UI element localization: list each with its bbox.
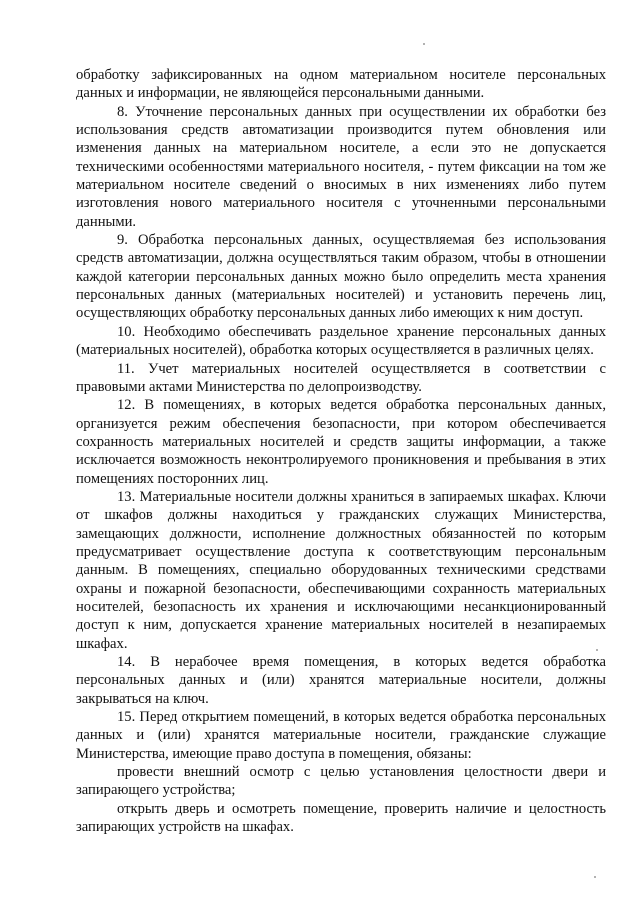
paragraph-10: 10. Необходимо обеспечивать раздельное хранение персональных данных (материальных носителей), обработка которых осуществляется в различных целях. bbox=[76, 323, 606, 359]
scan-speck bbox=[594, 876, 596, 878]
paragraph-12: 12. В помещениях, в которых ведется обработка персональных данных, организуется режим обеспечения безопасности, при котором обеспечивается сохранность материальных носителей и средств защиты информации, а также исключается возможность неконтролируемого проникновения и пребывания в этих помещениях посторонних лиц. bbox=[76, 397, 606, 487]
paragraph-14: 14. В нерабочее время помещения, в которых ведется обработка персональных данных и (или) хранятся материальные носители, должны закрываться на ключ. bbox=[76, 654, 606, 707]
paragraph-8: 8. Уточнение персональных данных при осуществлении их обработки без использования средств автоматизации производится путем обновления или изменения данных на материальном носителе, а если это не допускается техническими особенностями материального носителя, - путем фиксации на том же материальном носителе сведений о вносимых в них изменениях либо путем изготовления нового материального носителя с уточненными персональными данными. bbox=[76, 103, 606, 230]
scan-speck bbox=[423, 43, 425, 45]
paragraph-continuation: обработку зафиксированных на одном материальном носителе персональных данных и информации, не являющейся персональными данными. bbox=[76, 67, 606, 102]
paragraph-9: 9. Обработка персональных данных, осуществляемая без использования средств автоматизации, должна осуществляться таким образом, чтобы в отношении каждой категории персональных данных можно было определить места хранения персональных данных (материальных носителей) и установить перечень лиц, осуществляющих обработку персональных данных либо имеющих к ним доступ. bbox=[76, 232, 606, 322]
scan-speck bbox=[596, 649, 598, 651]
paragraph-11: 11. Учет материальных носителей осуществляется в соответствии с правовыми актами Министерства по делопроизводству. bbox=[76, 360, 606, 395]
paragraph-15-item-1: провести внешний осмотр с целью установления целостности двери и запирающего устройства; bbox=[76, 764, 606, 799]
paragraph-15: 15. Перед открытием помещений, в которых ведется обработка персональных данных и (или) хранятся материальные носители, гражданские служащие Министерства, имеющие право доступа в помещения, обязаны: bbox=[76, 709, 606, 762]
document-body bbox=[76, 66, 606, 836]
paragraph-13: 13. Материальные носители должны храниться в запираемых шкафах. Ключи от шкафов должны находиться у гражданских служащих Министерства, замещающих должности, исполнение должностных обязанностей по которым предусматривает осуществление доступа к соответствующим персональным данным. В помещениях, специально оборудованных техническими средствами охраны и пожарной безопасности, обеспечивающими сохранность материальных носителей, безопасность их хранения и исключающими несанкционированный доступ к ним, допускается хранение материальных носителей в незапираемых шкафах. bbox=[76, 488, 606, 652]
paragraph-15-item-2: открыть дверь и осмотреть помещение, проверить наличие и целостность запирающих устройств на шкафах. bbox=[76, 800, 606, 836]
